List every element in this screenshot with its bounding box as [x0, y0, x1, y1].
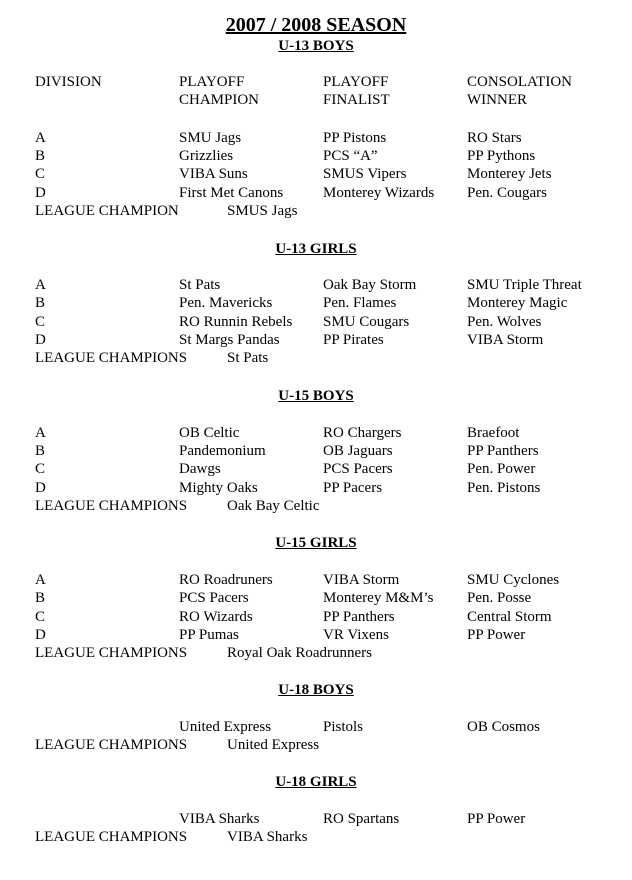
section-title-u15-girls: U-15 GIRLS — [275, 535, 357, 551]
table-row — [0, 442, 632, 460]
header-division: DIVISION — [35, 74, 102, 90]
league-champion-label: LEAGUE CHAMPIONS — [35, 645, 188, 661]
champion-cell: VIBA Suns — [179, 166, 248, 182]
champion-cell: PCS Pacers — [179, 590, 249, 606]
finalist-cell: PP Pirates — [323, 332, 384, 348]
champion-cell: VIBA Sharks — [179, 811, 260, 827]
division-cell: C — [35, 166, 46, 182]
consolation-cell: Pen. Power — [467, 461, 536, 477]
division-cell: D — [35, 332, 46, 348]
consolation-cell: Pen. Cougars — [467, 185, 547, 201]
table-row — [0, 313, 632, 331]
table-row — [0, 626, 632, 644]
champion-cell: United Express — [179, 719, 272, 735]
champion-cell: First Met Canons — [179, 185, 284, 201]
table-row — [0, 331, 632, 349]
league-champion-label: LEAGUE CHAMPION — [35, 203, 179, 219]
consolation-cell: Monterey Magic — [467, 295, 568, 311]
finalist-cell: OB Jaguars — [323, 443, 393, 459]
consolation-cell: OB Cosmos — [467, 719, 540, 735]
finalist-cell: VR Vixens — [323, 627, 389, 643]
header-playoff-finalist-line1: PLAYOFF — [323, 74, 389, 90]
division-cell: B — [35, 590, 46, 606]
table-row — [0, 718, 632, 736]
champion-cell: St Pats — [179, 277, 221, 293]
champion-cell: PP Pumas — [179, 627, 239, 643]
champion-cell: Dawgs — [179, 461, 221, 477]
finalist-cell: SMUS Vipers — [323, 166, 407, 182]
division-cell: A — [35, 277, 46, 293]
division-cell: D — [35, 480, 46, 496]
table-row — [0, 571, 632, 589]
page-title: 2007 / 2008 SEASON — [225, 14, 407, 36]
division-cell: C — [35, 609, 46, 625]
league-champion-row — [0, 202, 632, 220]
finalist-cell: Monterey M&M’s — [323, 590, 434, 606]
finalist-cell: PCS Pacers — [323, 461, 393, 477]
division-cell: B — [35, 148, 46, 164]
finalist-cell: VIBA Storm — [323, 572, 400, 588]
header-playoff-champion-line1: PLAYOFF — [179, 74, 245, 90]
consolation-cell: Pen. Posse — [467, 590, 532, 606]
champion-cell: Grizzlies — [179, 148, 234, 164]
league-champion-value: VIBA Sharks — [227, 829, 308, 845]
finalist-cell: RO Chargers — [323, 425, 402, 441]
table-row — [0, 810, 632, 828]
table-row — [0, 147, 632, 165]
finalist-cell: Monterey Wizards — [323, 185, 435, 201]
league-champion-value: SMUS Jags — [227, 203, 298, 219]
league-champion-label: LEAGUE CHAMPIONS — [35, 737, 188, 753]
column-header-row-1 — [0, 73, 632, 91]
consolation-cell: Central Storm — [467, 609, 552, 625]
table-row — [0, 165, 632, 183]
champion-cell: Pandemonium — [179, 443, 266, 459]
consolation-cell: SMU Triple Threat — [467, 277, 582, 293]
table-row — [0, 184, 632, 202]
table-row — [0, 424, 632, 442]
table-row — [0, 589, 632, 607]
league-champion-row — [0, 349, 632, 367]
table-row — [0, 608, 632, 626]
table-row — [0, 276, 632, 294]
champion-cell: RO Wizards — [179, 609, 253, 625]
division-cell: C — [35, 314, 46, 330]
consolation-cell: VIBA Storm — [467, 332, 544, 348]
finalist-cell: PP Panthers — [323, 609, 395, 625]
consolation-cell: PP Pythons — [467, 148, 536, 164]
consolation-cell: Monterey Jets — [467, 166, 552, 182]
finalist-cell: PP Pacers — [323, 480, 383, 496]
division-cell: D — [35, 185, 46, 201]
champion-cell: OB Celtic — [179, 425, 240, 441]
league-champion-label: LEAGUE CHAMPIONS — [35, 829, 188, 845]
division-cell: C — [35, 461, 46, 477]
division-cell: A — [35, 572, 46, 588]
table-row — [0, 129, 632, 147]
header-consolation-winner-line2: WINNER — [467, 92, 527, 108]
section-title-u18-boys: U-18 BOYS — [278, 682, 354, 698]
division-cell: A — [35, 425, 46, 441]
consolation-cell: RO Stars — [467, 130, 522, 146]
league-champion-label: LEAGUE CHAMPIONS — [35, 350, 188, 366]
division-cell: B — [35, 443, 46, 459]
champion-cell: St Margs Pandas — [179, 332, 280, 348]
league-champion-value: Royal Oak Roadrunners — [227, 645, 372, 661]
league-champion-value: United Express — [227, 737, 320, 753]
champion-cell: RO Roadruners — [179, 572, 273, 588]
league-champion-row — [0, 497, 632, 515]
division-cell: D — [35, 627, 46, 643]
finalist-cell: RO Spartans — [323, 811, 400, 827]
header-playoff-champion-line2: CHAMPION — [179, 92, 260, 108]
table-row — [0, 294, 632, 312]
finalist-cell: SMU Cougars — [323, 314, 410, 330]
consolation-cell: Braefoot — [467, 425, 520, 441]
league-champion-value: St Pats — [227, 350, 269, 366]
champion-cell: RO Runnin Rebels — [179, 314, 293, 330]
consolation-cell: PP Power — [467, 811, 526, 827]
column-header-row-2 — [0, 91, 632, 109]
table-row — [0, 479, 632, 497]
consolation-cell: Pen. Wolves — [467, 314, 542, 330]
league-champion-row — [0, 828, 632, 846]
champion-cell: Pen. Mavericks — [179, 295, 273, 311]
league-champion-label: LEAGUE CHAMPIONS — [35, 498, 188, 514]
finalist-cell: Oak Bay Storm — [323, 277, 417, 293]
header-consolation-winner-line1: CONSOLATION — [467, 74, 572, 90]
table-row — [0, 460, 632, 478]
section-title-u13-girls: U-13 GIRLS — [275, 241, 357, 257]
league-champion-row — [0, 736, 632, 754]
league-champion-row — [0, 644, 632, 662]
league-champion-value: Oak Bay Celtic — [227, 498, 320, 514]
finalist-cell: PP Pistons — [323, 130, 387, 146]
section-title-u15-boys: U-15 BOYS — [278, 388, 354, 404]
finalist-cell: PCS “A” — [323, 148, 378, 164]
section-title-u13-boys: U-13 BOYS — [278, 38, 354, 54]
finalist-cell: Pistols — [323, 719, 364, 735]
division-cell: B — [35, 295, 46, 311]
header-playoff-finalist-line2: FINALIST — [323, 92, 390, 108]
consolation-cell: PP Power — [467, 627, 526, 643]
section-title-u18-girls: U-18 GIRLS — [275, 774, 357, 790]
champion-cell: SMU Jags — [179, 130, 242, 146]
champion-cell: Mighty Oaks — [179, 480, 258, 496]
consolation-cell: PP Panthers — [467, 443, 539, 459]
consolation-cell: Pen. Pistons — [467, 480, 541, 496]
division-cell: A — [35, 130, 46, 146]
finalist-cell: Pen. Flames — [323, 295, 397, 311]
consolation-cell: SMU Cyclones — [467, 572, 560, 588]
